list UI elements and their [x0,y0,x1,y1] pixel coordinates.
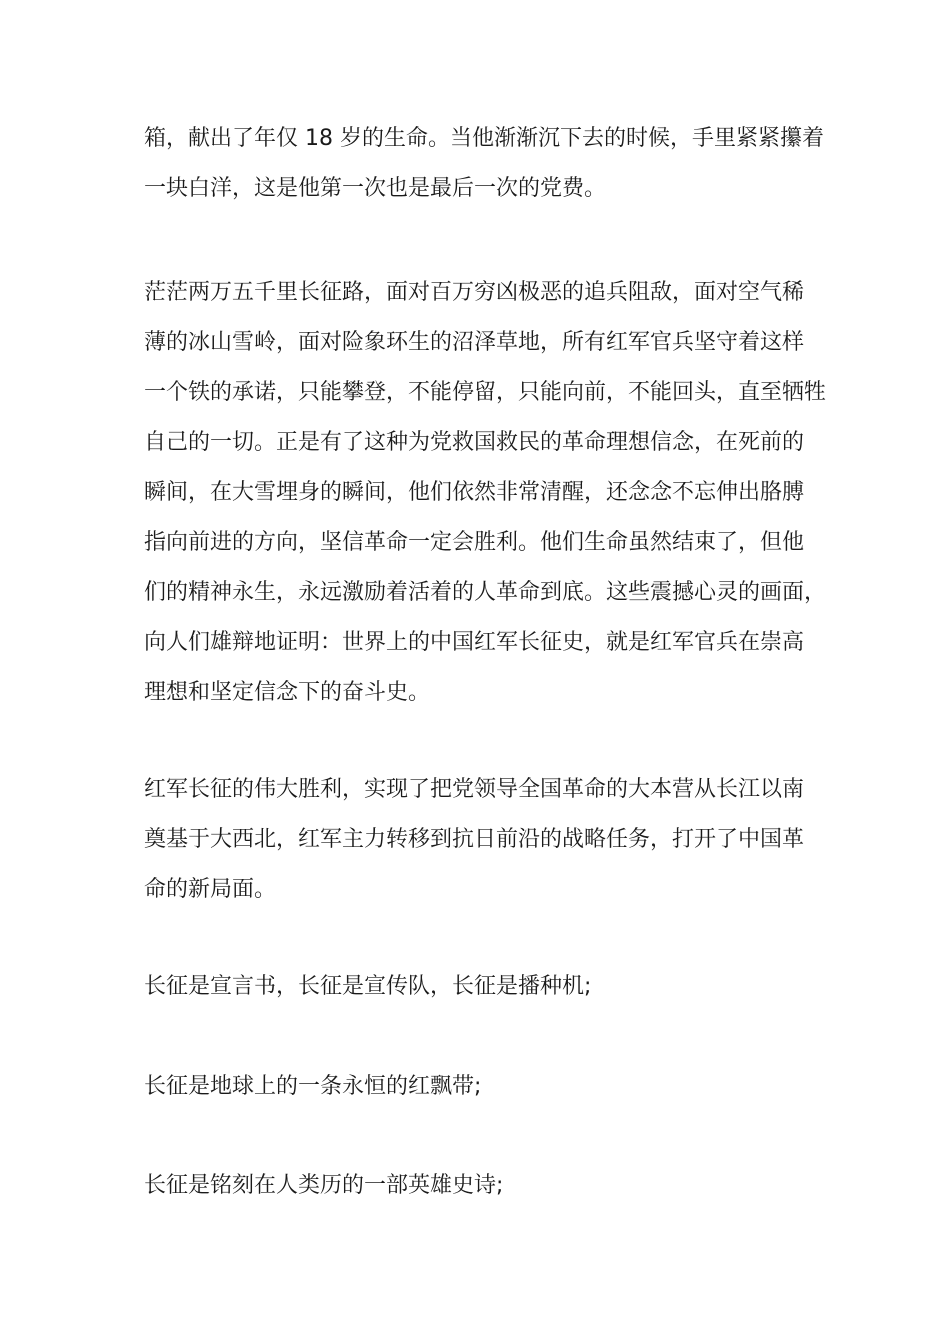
text-line: 长征是铭刻在人类历的一部英雄史诗; [144,1173,504,1198]
text-line: 薄的冰山雪岭，面对险象环生的沼泽草地，所有红军官兵坚守着这样 [144,330,805,355]
paragraph-2 [144,268,827,718]
text-line: 箱，献出了年仅 18 岁的生命。当他渐渐沉下去的时候，手里紧紧攥着 [144,126,824,151]
text-line: 命的新局面。 [144,877,277,902]
text-line: 奠基于大西北，红军主力转移到抗日前沿的战略任务，打开了中国革 [144,827,805,852]
paragraph-1 [144,114,824,214]
text-line: 自己的一切。正是有了这种为党救国救民的革命理想信念，在死前的 [144,430,805,455]
paragraph-4 [144,962,824,1012]
text-line: 指向前进的方向，坚信革命一定会胜利。他们生命虽然结束了，但他 [144,530,805,555]
text-line: 一块白洋，这是他第一次也是最后一次的党费。 [144,176,607,201]
text-line: 长征是地球上的一条永恒的红飘带; [144,1074,482,1099]
text-line: 理想和坚定信念下的奋斗史。 [144,680,431,705]
paragraph-3 [144,765,824,915]
text-line: 瞬间，在大雪埋身的瞬间，他们依然非常清醒，还念念不忘伸出胳膊 [144,480,805,505]
text-line: 茫茫两万五千里长征路，面对百万穷凶极恶的追兵阻敌，面对空气稀 [144,280,805,305]
text-line: 一个铁的承诺，只能攀登，不能停留，只能向前，不能回头，直至牺牲 [144,380,827,405]
text-line: 们的精神永生，永远激励着活着的人革命到底。这些震撼心灵的画面， [144,580,827,605]
paragraph-5 [144,1062,824,1112]
text-line: 长征是宣言书，长征是宣传队，长征是播种机; [144,974,592,999]
text-line: 红军长征的伟大胜利，实现了把党领导全国革命的大本营从长江以南 [144,777,805,802]
paragraph-6 [144,1161,824,1211]
text-line: 向人们雄辩地证明：世界上的中国红军长征史，就是红军官兵在崇高 [144,630,805,655]
